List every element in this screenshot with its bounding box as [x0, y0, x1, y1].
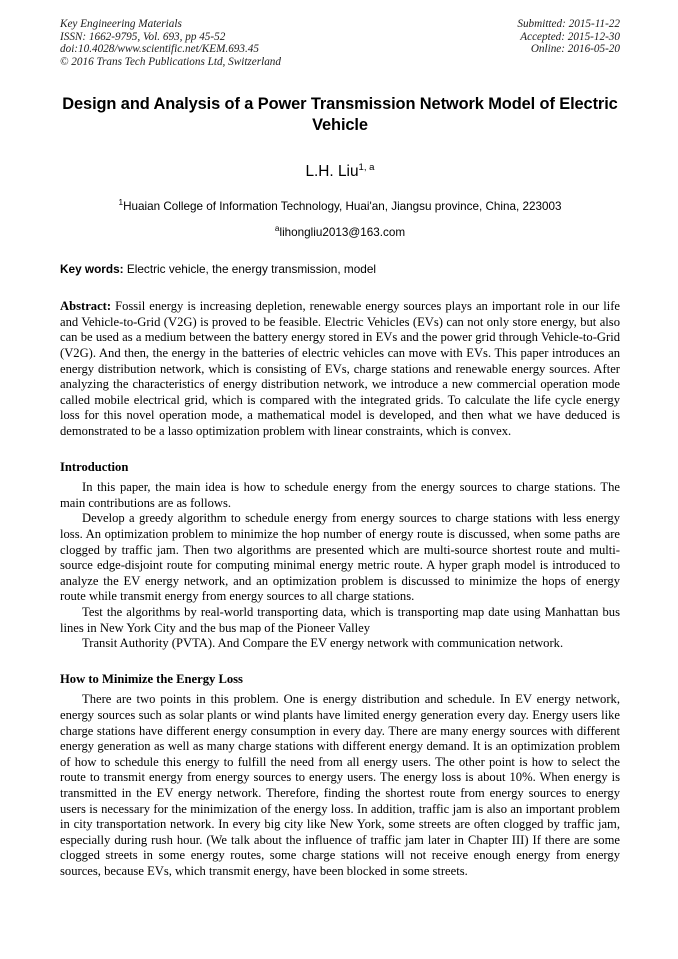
affiliation-marker: 1: [118, 197, 124, 207]
section-heading-introduction: Introduction: [60, 459, 129, 474]
author-line: [60, 158, 620, 181]
journal-issn-volume: ISSN: 1662-9795, Vol. 693, pp 45-52: [60, 30, 226, 43]
author-name: L.H. Liu: [305, 163, 359, 181]
submitted-date: Submitted: 2015-11-22: [517, 18, 620, 30]
keywords-line: [60, 262, 620, 277]
page-title: Design and Analysis of a Power Transmission Network Model of Electric Vehicle: [62, 95, 618, 135]
introduction-paragraph-4: Transit Authority (PVTA). And Compare the EV energy network with communication network.: [82, 636, 564, 651]
journal-doi: doi:10.4028/www.scientific.net/KEM.693.45: [60, 43, 259, 56]
email-text: lihongliu2013@163.com: [279, 226, 406, 240]
abstract-text: Fossil energy is increasing depletion, renewable energy sources plays an important role in our life and Vehicle-to-Grid (V2G) is proved to be feasible. Electric Vehicles (EVs) can not only store energy, but also can be used as a medium between the battery energy stored in EVs and the power grid through Vehicle-to-Grid (V2G). And then, the energy in the batteries of electric vehicles can move with EVs. This paper introduces an energy distribution network, which is consisting of EVs, charge stations and renewable energy sources. After analyzing the characteristics of energy distribution network, we introduce a new commercial operation mode called mobile electrical grid, which is compared with the integrated grids. To calculate the life cycle energy loss for this novel operation mode, a mathematical model is developed, and then what we have deduced is demonstrated to be a lasso optimization problem with linear constraints, which is convex.: [60, 299, 620, 439]
online-date: Online: 2016-05-20: [530, 43, 620, 56]
introduction-paragraph-2: Develop a greedy algorithm to schedule energy from energy sources to charge stations with less energy loss. An optimization problem to minimize the hop number of energy route is discussed, when some paths are clogged by traffic jam. Then two algorithms are presented which are multi-source shortest route and multi-source edge-disjoint route for computing minimal energy metric route. A hyper graph model is introduced to analyze the EV energy network, and an optimization problem is discussed to minimize the hops of energy route while transmit energy from energy sources to all charge stations.: [60, 511, 620, 604]
affiliation-text: Huaian College of Information Technology, Huai'an, Jiangsu province, China, 223003: [123, 199, 562, 213]
abstract-block: [60, 299, 620, 439]
introduction-paragraph-1: In this paper, the main idea is how to schedule energy from the energy sources to charge stations. The main contributions are as follows.: [60, 480, 620, 510]
section-heading-how-to-minimize-the-energy-loss: How to Minimize the Energy Loss: [60, 671, 243, 686]
introduction-paragraph-3: Test the algorithms by real-world transporting data, which is transporting map date using Manhattan bus lines in New York City and the bus map of the Pioneer Valley: [60, 604, 620, 635]
keywords-label: Key words:: [60, 262, 124, 277]
accepted-date: Accepted: 2015-12-30: [520, 30, 620, 43]
journal-header: [60, 18, 620, 68]
email-line: [60, 221, 620, 240]
journal-name: Key Engineering Materials: [60, 18, 182, 30]
author-affiliation-marker: 1, a: [358, 162, 375, 174]
energy-loss-paragraph-1: There are two points in this problem. One is energy distribution and schedule. In EV energy network, energy sources such as solar plants or wind plants have limited energy generation every day. Energy users like charge stations have different energy consumption in every day. There are many energy sources with different energy generation as well as many charge stations with different energy demand. It is an optimization problem of how to schedule this energy to fulfill the need from all energy users. The other point is how to select the route to transmit energy from energy sources to energy users. The energy loss is about 10%. When energy is transmitted in the EV energy network. Therefore, finding the shortest route from energy sources to energy users is necessary for the minimization of the energy loss. In addition, traffic jam is also an important problem in city transportation network. In every big city like New York, some streets are often clogged by traffic jam, especially during rush hour. (We talk about the influence of traffic jam later in Chapter III) If there are some clogged streets in some energy routes, some charge stations will not receive enough energy from energy sources, because EVs, which transmit energy, have been blocked in some streets.: [60, 692, 620, 878]
journal-copyright: © 2016 Trans Tech Publications Ltd, Switzerland: [60, 55, 281, 68]
keywords-text: Electric vehicle, the energy transmission, model: [123, 262, 377, 277]
page-content: [60, 18, 620, 879]
email-marker: a: [274, 224, 280, 234]
abstract-label: Abstract:: [60, 299, 112, 314]
affiliation-line: [60, 195, 620, 214]
journal-header-left: [60, 18, 281, 68]
journal-header-right: [517, 18, 620, 56]
